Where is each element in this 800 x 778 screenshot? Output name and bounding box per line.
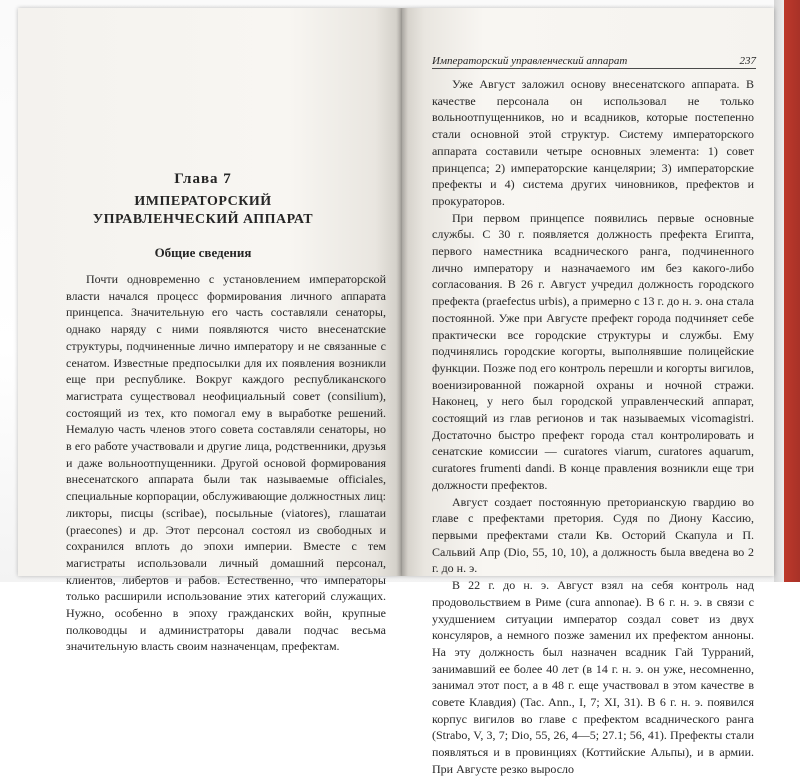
left-paragraph-1: Почти одновременно с установлением императорской власти начался процесс формирования личного аппарата принцепса. Значительную его часть составляли сенаторы, однако наряду с ними появляются чисто внесенатские структуры, подчиненные лично императору и не связанные с сенатом. Известные предпосылки для их появления возникли еще при республике. Вокруг каждого республиканского магистрата существовал неофициальный совет (consilium), состоящий из тех, кто помогал ему в выработке решений. Немалую часть членов этого совета составляли сенаторы, но в его работе участвовали и другие лица, родственники, друзья и даже вольноотпущенники. Другой основой формирования внесенатского аппарата были так называемые officiales, специальные корпорации, обслуживающие должностных лиц: ликторы, писцы (scribae), посыльные (viatores), глашатаи (praecones) и др. Этот персонал состоял из свободных и сохранился вплоть до эпохи империи. Вместе с тем магистраты использовали личный домашний персонал, клиентов, либертов и рабов. Естественно, что императоры только расширили использование этих категорий служащих. Нужно, особенно в эпоху гражданских войн, крупные полководцы и администраторы давали подчас весьма значительную власть своим назначенцам, префектам.	[66, 272, 386, 654]
running-head: Императорский управленческий аппарат	[432, 55, 732, 69]
right-page	[402, 8, 774, 776]
right-paragraph-1: Уже Август заложил основу внесенатского аппарата. В качестве персонала он использовал не только вольноотпущенников, но и всадников, которые постепенно стали основной этой структур. Систему императорского аппарата составили четыре основных элемента: 1) совет принцепса; 2) императорские канцелярии; 3) императорские префекты и 4) система других чиновников, префектов и прокураторов.	[432, 77, 754, 208]
section-title: Общие сведения	[154, 245, 252, 260]
chapter-title-line-2: УПРАВЛЕНЧЕСКИЙ АППАРАТ	[92, 212, 314, 227]
right-paragraph-3: Август создает постоянную преторианскую гвардию во главе с префектами претория. Судя по Диону Кассию, первыми префектами стали Кв. Осторий Скапула и П. Сальвий Апр (Dio, 55, 10, 10), а должность была введена во 2 г. до н. э.	[432, 494, 754, 576]
right-paragraph-2: При первом принцепсе появились первые основные службы. С 30 г. появляется должность префекта Египта, первого наместника всаднического ранга, подчиненного лично императору и назначаемого им без какого-либо согласования. В 26 г. Август учредил должность городского префекта (praefectus urbis), а примерно с 13 г. до н. э. она стала постоянной. Уже при Августе префект города подчиняет себе практически все городские структуры и службы. Ему подчинялись городские когорты, выполнявшие полицейские функции. Позже под его контроль перешли и когорты вигилов, военизированной пожарной охраны и ночной стражи. Наконец, у него был городской управленческий аппарат, состоящий из глав регионов и так называемых vicomagistri. Достаточно быстро префект города стал контролировать и сенатские комиссии — curatores viarum, curatores aquarum, curatores frumenti dandi. В конце правления возникли еще три должности префектов.	[432, 210, 754, 492]
book-gutter	[396, 8, 408, 576]
chapter-title-line-1: ИМПЕРАТОРСКИЙ	[134, 194, 272, 209]
chapter-label: Глава 7	[174, 171, 232, 187]
page-number: 237	[732, 55, 756, 69]
right-paragraph-4: В 22 г. до н. э. Август взял на себя контроль над продовольствием в Риме (cura annonae). В 6 г. н. э. в связи с ухудшением ситуации император создал совет из двух консуляров, а немного позже заменил их префектом анноны. На эту должность был назначен всадник Гай Турраний, занимавший ее более 40 лет (в 14 г. н. э. он уже, несомненно, занимал этот пост, а в 48 г. еще участвовал в этом качестве в совете Клавдия) (Tac. Ann., I, 7; XI, 31). В 6 г. н. э. появился корпус вигилов во главе с префектом всаднического ранга (Strabo, V, 3, 7; Dio, 55, 26, 4—5; 27.1; 56, 41). Префекты стали появляться и в провинциях (Коттийские Альпы), и в армии. При Августе резко выросло	[432, 578, 754, 776]
chapter-title	[18, 193, 388, 229]
left-page	[18, 8, 402, 654]
right-body-text	[432, 76, 754, 778]
left-body-text	[66, 271, 386, 655]
book-cover-edge	[774, 0, 800, 582]
